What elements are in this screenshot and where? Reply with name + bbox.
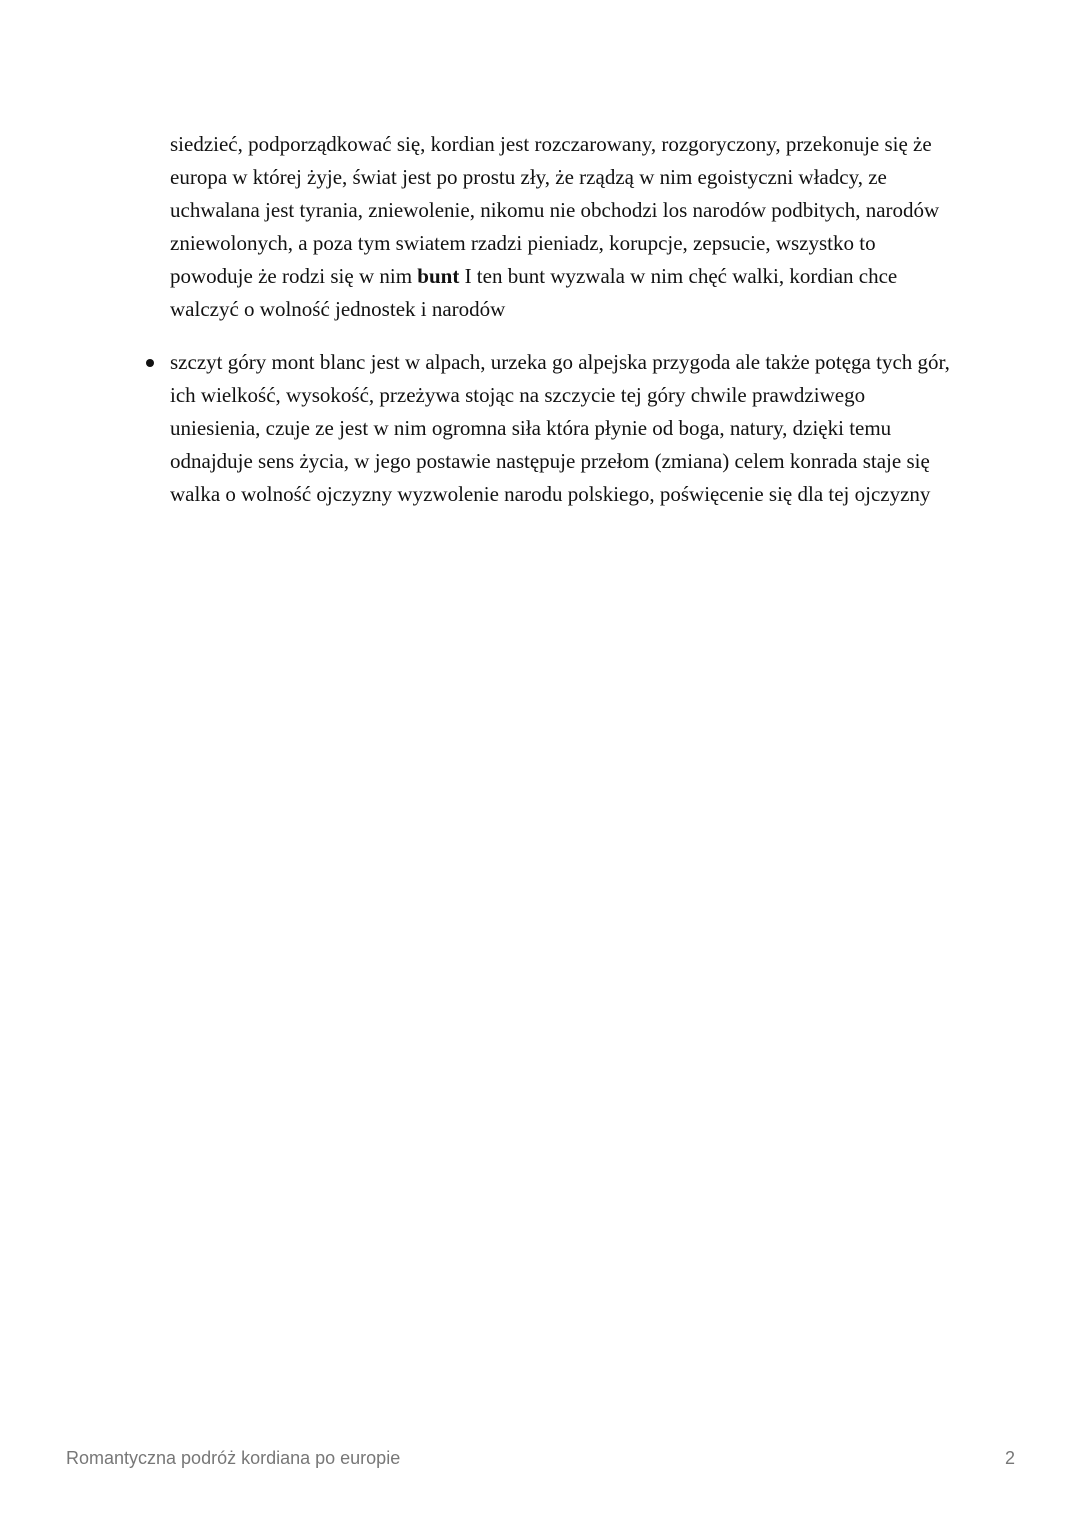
paragraph-text-before-bold: siedzieć, podporządkować się, kordian jest rozczarowany, rozgoryczony, przekonuje się że europa w której żyje, świat jest po prostu zły, że rządzą w nim egoistyczni władcy, ze uchwalana jest tyrania, zniewolenie, nikomu nie obchodzi los narodów podbitych, narodów zniewolonych, a poza tym swiatem rzadzi pieniadz, korupcje, zepsucie, wszystko to powoduje że rodzi się w nim: [170, 132, 940, 288]
page-content: [170, 128, 950, 511]
bullet-dot-icon: [146, 359, 154, 367]
list-item: [170, 346, 950, 511]
footer-page-number: 2: [1004, 1448, 1015, 1468]
bold-word-bunt: bunt: [417, 264, 460, 288]
continued-paragraph: [170, 128, 950, 326]
footer-document-title: Romantyczna podróż kordiana po europie: [66, 1448, 401, 1468]
paragraph-text-after-bold: I ten bunt wyzwala w nim chęć walki, kordian chce walczyć o wolność jednostek i narodów: [170, 264, 898, 321]
list-item-text: szczyt góry mont blanc jest w alpach, urzeka go alpejska przygoda ale także potęga tych gór, ich wielkość, wysokość, przeżywa stojąc na szczycie tej góry chwile prawdziwego uniesienia, czuje ze jest w nim ogromna siła która płynie od boga, natury, dzięki temu odnajduje sens życia, w jego postawie następuje przełom (zmiana) celem konrada staje się walka o wolność ojczyzny wyzwolenie narodu polskiego, poświęcenie się dla tej ojczyzny: [170, 350, 950, 506]
bullet-list: [170, 346, 950, 511]
